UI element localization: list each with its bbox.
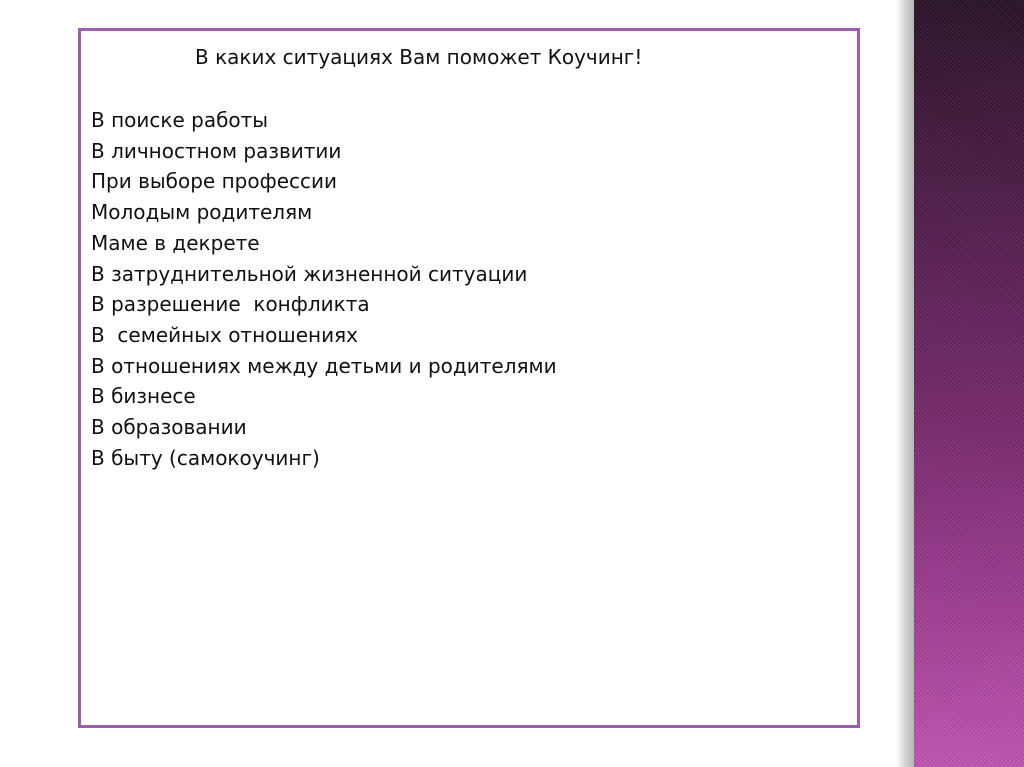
list-item: В образовании — [91, 415, 247, 440]
slide-title: В каких ситуациях Вам поможет Коучинг! — [195, 45, 643, 69]
list-item: В бизнесе — [91, 384, 196, 409]
list-item: В личностном развитии — [91, 138, 342, 163]
list-item: Молодым родителям — [91, 200, 313, 225]
list-item: При выборе профессии — [91, 169, 337, 194]
decorative-sidebar — [914, 0, 1024, 767]
list-item: В затруднительной жизненной ситуации — [91, 261, 528, 286]
situation-list — [91, 105, 557, 473]
list-item: В отношениях между детьми и родителями — [91, 353, 557, 378]
list-item: В быту (самокоучинг) — [91, 445, 320, 470]
list-item: В разрешение конфликта — [91, 292, 370, 317]
content-frame — [78, 28, 860, 728]
list-item: Маме в декрете — [91, 230, 260, 255]
list-item: В семейных отношениях — [91, 322, 358, 347]
list-item: В поиске работы — [91, 108, 269, 132]
